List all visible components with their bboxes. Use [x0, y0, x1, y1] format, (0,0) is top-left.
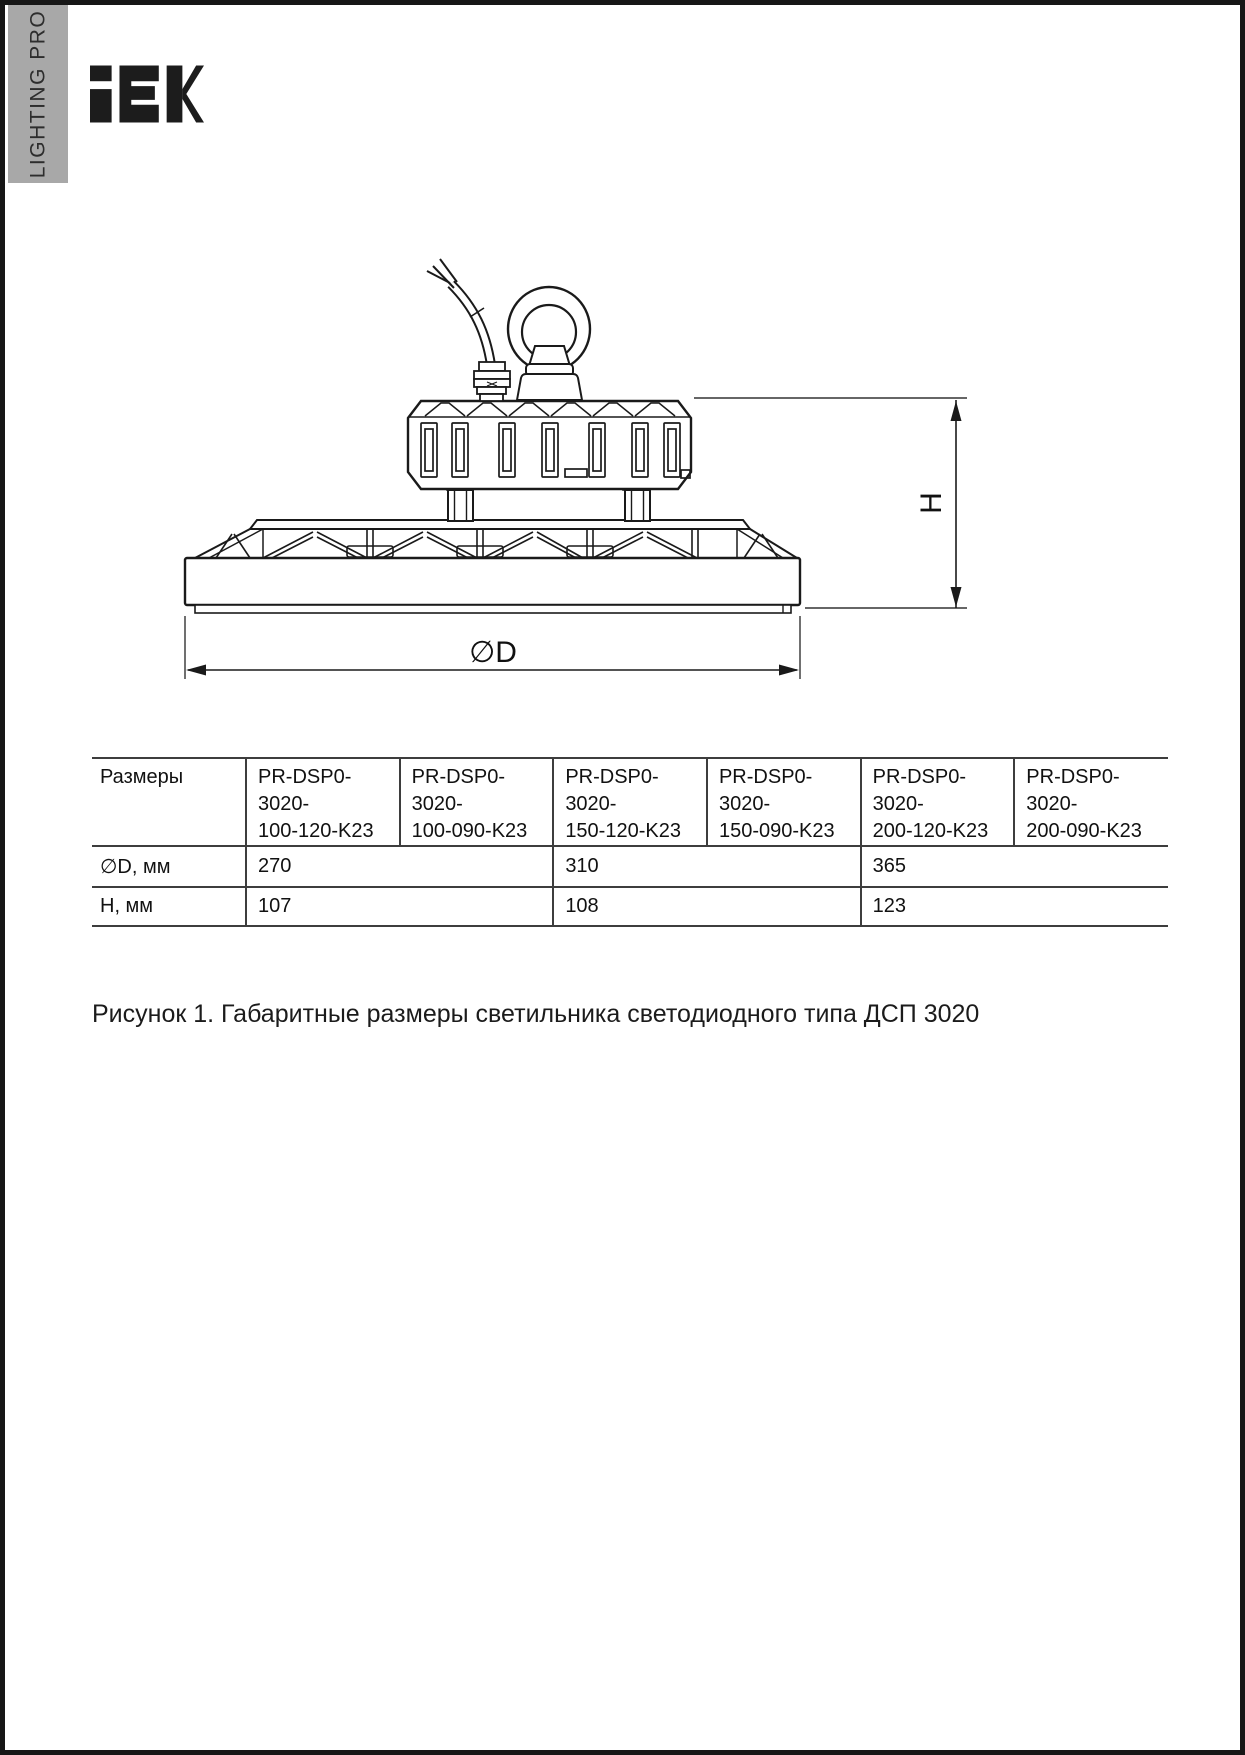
- diameter-value: 365: [861, 846, 1168, 887]
- table-model-header: PR-DSP0-3020- 200-120-K23: [861, 758, 1015, 846]
- power-cable: [427, 259, 491, 365]
- mounting-posts: [448, 490, 650, 521]
- diameter-dimension: [185, 616, 800, 679]
- row-label: H, мм: [92, 887, 246, 926]
- diameter-dim-label: ∅D: [469, 636, 517, 669]
- table-model-header: PR-DSP0-3020- 150-120-K23: [553, 758, 707, 846]
- dimensions-table: [92, 757, 1168, 927]
- height-value: 108: [553, 887, 860, 926]
- diameter-value: 270: [246, 846, 553, 887]
- height-value: 107: [246, 887, 553, 926]
- row-label: ∅D, мм: [92, 846, 246, 887]
- table-row-height: [92, 887, 1168, 926]
- table-model-header: PR-DSP0-3020- 200-090-K23: [1014, 758, 1168, 846]
- eye-bolt: [508, 287, 590, 400]
- luminaire-body: [185, 520, 800, 613]
- table-model-header: PR-DSP0-3020- 100-090-K23: [400, 758, 554, 846]
- diameter-value: 310: [553, 846, 860, 887]
- figure-caption: Рисунок 1. Габаритные размеры светильника светодиодного типа ДСП 3020: [92, 1000, 980, 1028]
- height-dim-label: H: [915, 492, 948, 514]
- table-row-diameter: [92, 846, 1168, 887]
- table-model-header: PR-DSP0-3020- 100-120-K23: [246, 758, 400, 846]
- cable-gland: [474, 362, 510, 401]
- brand-vertical-label: LIGHTING PRO: [26, 9, 49, 179]
- table-model-header: PR-DSP0-3020- 150-090-K23: [707, 758, 861, 846]
- table-corner-header: Размеры: [92, 758, 246, 846]
- heatsink-drum: [408, 401, 691, 490]
- height-value: 123: [861, 887, 1168, 926]
